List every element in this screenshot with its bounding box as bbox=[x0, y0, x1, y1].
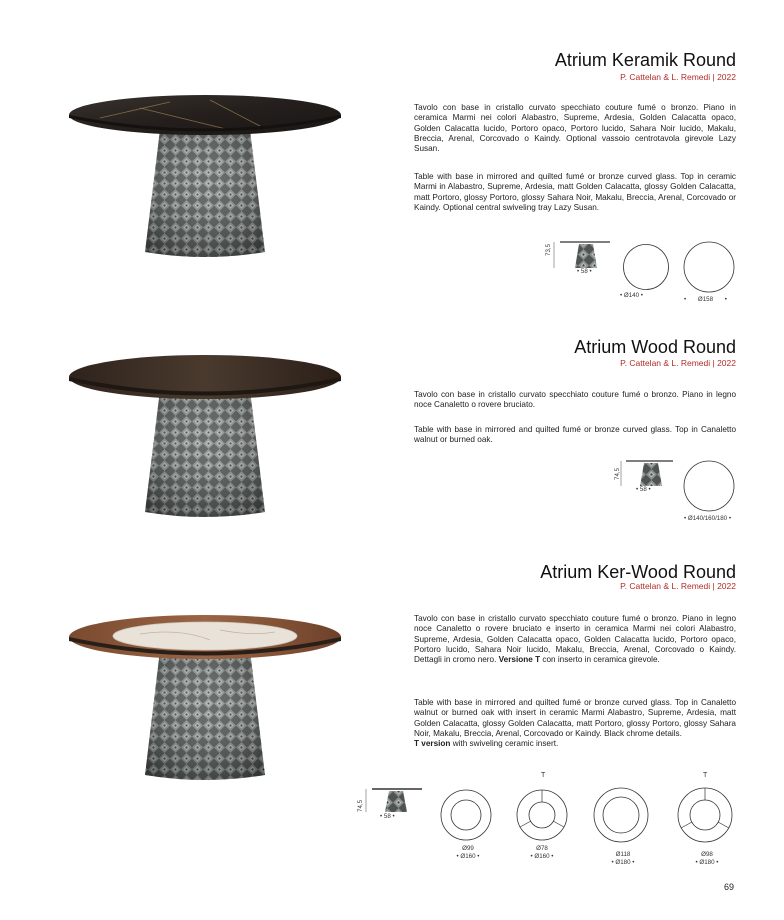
table-image-keramik bbox=[60, 90, 350, 265]
t-version-marker: T bbox=[541, 772, 546, 779]
section-title: Atrium Wood Round bbox=[574, 337, 736, 357]
page-number: 69 bbox=[724, 882, 735, 892]
description-english: Table with base in mirrored and quilted fumé or bronze curved glass. Top in Canaletto walnut or burned oak. bbox=[414, 425, 736, 445]
table-image-wood bbox=[60, 350, 350, 525]
ring-dim-label: Ø78 • Ø160 • bbox=[530, 845, 554, 860]
designer-credit: P. Cattelan & L. Remedi | 2022 bbox=[620, 72, 736, 82]
designer-credit: P. Cattelan & L. Remedi | 2022 bbox=[620, 358, 736, 368]
designer-credit: P. Cattelan & L. Remedi | 2022 bbox=[620, 581, 736, 591]
diameter-label: • Ø158 • bbox=[684, 296, 727, 303]
diameter-label: • Ø140/160/180 • bbox=[684, 515, 732, 522]
description-italian: Tavolo con base in cristallo curvato specchiato couture fumé o bronzo. Piano in ceramica Marmi nei colori Alabastro, Supreme, Ardesia, Golden Calacatta opaco, Golden Calacatta lucido, Portoro opaco, Portoro lucido, Sahara Noir lucido, Makalu, Breccia, Arenal, Corcovado o Kaindy. Optional vassoio centrotavola girevole Lazy Susan. bbox=[414, 103, 736, 154]
top-view-ring-180-t bbox=[677, 787, 733, 843]
ring-dim-label: Ø98 • Ø180 • bbox=[695, 851, 719, 866]
top-view-ring-160-t bbox=[516, 789, 568, 841]
height-label: 73,5 bbox=[545, 243, 552, 256]
ring-dim-label: Ø99 • Ø160 • bbox=[456, 845, 480, 860]
t-version-marker: T bbox=[703, 772, 708, 779]
diameter-label: • Ø140 • bbox=[620, 292, 643, 299]
top-view-circle bbox=[683, 460, 735, 512]
section-title: Atrium Keramik Round bbox=[554, 50, 736, 70]
ring-dim-label: Ø118 • Ø180 • bbox=[611, 851, 635, 866]
top-view-circle-158 bbox=[683, 241, 735, 293]
dimension-side-view bbox=[545, 238, 615, 283]
version-t-label: Versione T bbox=[498, 655, 541, 665]
table-image-ker-wood bbox=[60, 610, 350, 790]
base-width-label: • 58 • bbox=[577, 268, 592, 275]
description-english: Table with base in mirrored and quilted fumé or bronze curved glass. Top in ceramic Marmi in Alabastro, Supreme, Ardesia, matt Golden Calacatta, glossy Golden Calacatta, matt Portoro, glossy Portoro, glossy Sahara Noir, Makalu, Breccia, Arenal, Corcovado or Kaindy. Optional central swiveling tray Lazy Susan. bbox=[414, 172, 736, 212]
description-italian: Tavolo con base in cristallo curvato specchiato couture fumé o bronzo. Piano in legno noce Canaletto o rovere bruciato e inserto in ceramica Marmi nei colori Alabastro, Supreme, Ardesia, Golden Calacatta opaco, Golden Calacatta lucido, Portoro opaco, Portoro lucido, Sahara Noir lucido, Makalu, Breccia, Arenal, Corcovado o Kaindy. Dettagli in cromo nero. Versione T con inserto in ceramica girevole. bbox=[414, 614, 736, 665]
base-width-label: • 58 • bbox=[636, 486, 651, 493]
top-view-ring-180 bbox=[593, 787, 649, 843]
description-english: Table with base in mirrored and quilted fumé or bronze curved glass. Top in Canaletto walnut or burned oak with insert in ceramic Marmi Alabastro, Supreme, Ardesia, matt Golden Calacatta, glossy Golden Calacatta, matt Portoro, glossy Portoro, glossy Sahara Noir, Makalu, Breccia, Arenal, Corcovado or Kaindy. Black chrome details. T version with swiveling ceramic insert. bbox=[414, 698, 736, 749]
t-version-label: T version bbox=[414, 739, 451, 749]
top-view-ring-160 bbox=[440, 789, 492, 841]
dimension-side-view bbox=[360, 786, 430, 826]
height-label: 74,5 bbox=[614, 467, 621, 480]
base-width-label: • 58 • bbox=[380, 813, 395, 820]
height-label: 74,5 bbox=[357, 799, 364, 812]
top-view-circle-140 bbox=[622, 243, 670, 291]
ceramic-insert bbox=[113, 622, 297, 650]
section-title: Atrium Ker-Wood Round bbox=[540, 562, 736, 582]
description-italian: Tavolo con base in cristallo curvato specchiato couture fumé o bronzo. Piano in legno noce Canaletto o rovere bruciato. bbox=[414, 390, 736, 410]
